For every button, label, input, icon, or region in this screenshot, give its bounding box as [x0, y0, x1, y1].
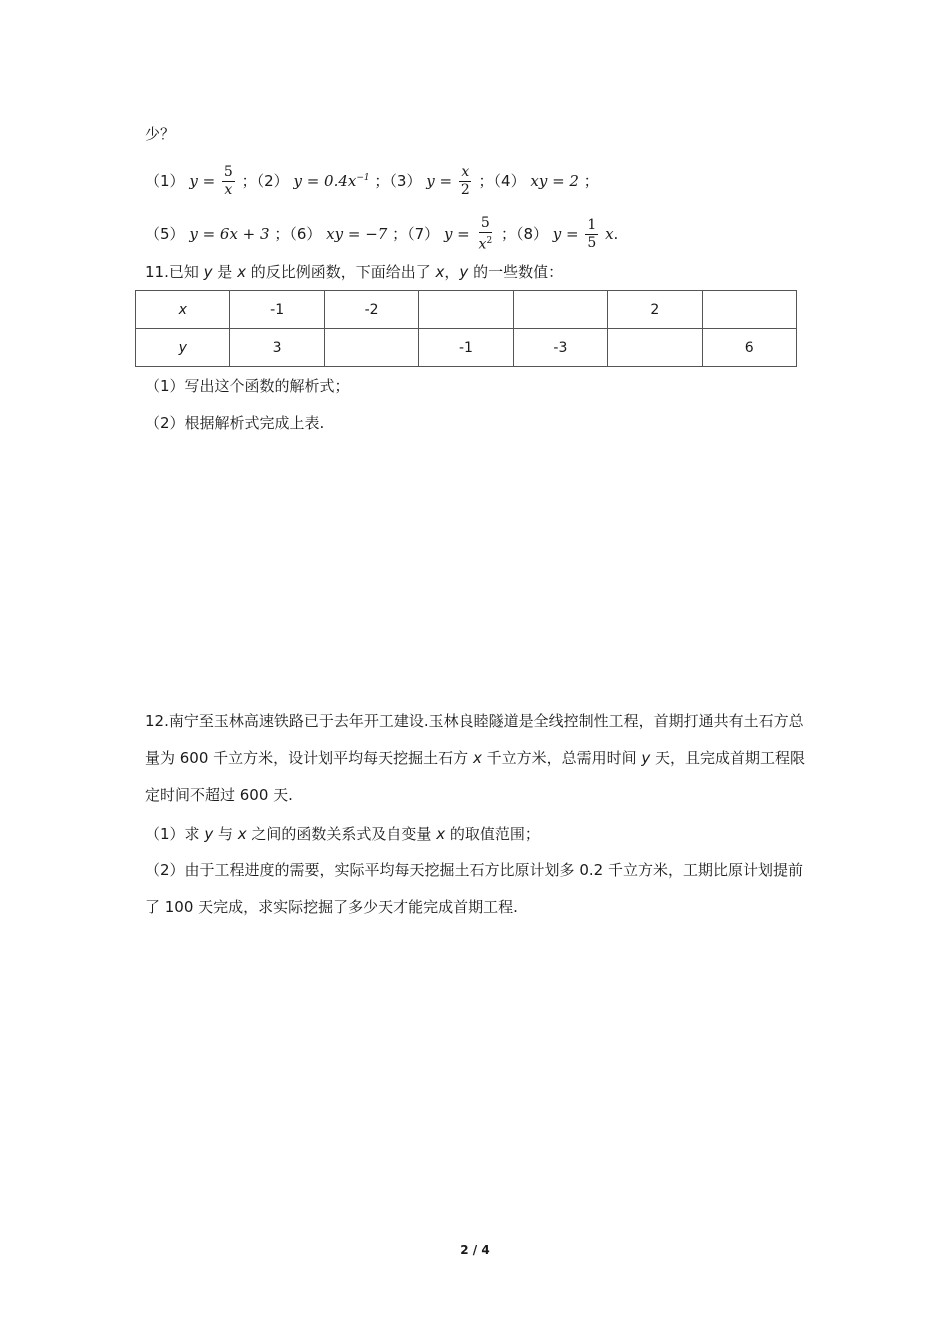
- table-cell: [513, 291, 607, 329]
- formula-7-denominator: [477, 233, 495, 254]
- table-cell: -1: [230, 291, 324, 329]
- table-cell: [419, 291, 513, 329]
- q12-var-x: x: [237, 825, 247, 843]
- q12-stem: [145, 703, 810, 814]
- q11-stem: [145, 262, 563, 282]
- formula-1-denominator: x: [224, 182, 233, 198]
- separator-3: ；（3）: [374, 172, 422, 190]
- q12-stem-part: 12.南宁至玉林高速铁路已于去年开工建设.玉林良睦隧道是全线控制性工程，首期打通共有土石方总量为 600 千立方米，设计划平均每天挖掘土石方: [145, 712, 804, 767]
- q12-sub1-part: 之间的函数关系式及自变量: [246, 825, 437, 843]
- q10-formula-line-2: [145, 215, 618, 254]
- line-2-end: .: [613, 224, 619, 243]
- table-cell: [608, 329, 702, 367]
- q11-var-y: y: [203, 263, 213, 281]
- formula-4: xy = 2: [530, 172, 579, 190]
- formula-8-denominator: 5: [587, 234, 597, 251]
- table-cell: y: [136, 329, 230, 367]
- q11-var-x: x: [435, 263, 445, 281]
- formula-3-lhs: y =: [426, 172, 453, 190]
- line-1-end: ；: [583, 172, 599, 190]
- formula-1-lhs: y =: [189, 172, 216, 190]
- formula-8-numerator: 1: [587, 216, 597, 233]
- page-number: 2 / 4: [460, 1243, 490, 1257]
- q11-sub-question-1: （1）写出这个函数的解析式；: [145, 377, 350, 395]
- value-table: [135, 290, 797, 367]
- table-cell: 2: [608, 291, 702, 329]
- formula-3-numerator: x: [461, 164, 470, 180]
- q12-var-y: y: [204, 825, 214, 843]
- table-cell: x: [136, 291, 230, 329]
- table-cell: -2: [324, 291, 418, 329]
- separator-8: ；（8）: [500, 224, 548, 243]
- q12-sub1-part: 与: [213, 825, 238, 843]
- formula-7-numerator: 5: [480, 215, 490, 231]
- q12-sub-question-2: （2）由于工程进度的需要，实际平均每天挖掘土石方比原计划多 0.2 千立方米，工期比原计划提前了 100 天完成，求实际挖掘了多少天才能完成首期工程.: [145, 861, 803, 916]
- formula-8-rhs: x: [605, 224, 614, 243]
- formula-2: y = 0.4x: [293, 172, 357, 190]
- formula-1-numerator: 5: [223, 164, 233, 180]
- formula-3-denominator: 2: [460, 182, 470, 198]
- q12-var-x: x: [436, 825, 446, 843]
- table-cell: [324, 329, 418, 367]
- table-cell: 6: [702, 329, 796, 367]
- q12-var-x: x: [472, 749, 482, 767]
- q12-sub1-part: 的取值范围；: [445, 825, 540, 843]
- q10-formula-line-1: [145, 164, 599, 199]
- table-row-y: [136, 329, 797, 367]
- formula-7-den-exponent: 2: [486, 236, 493, 246]
- q11-var-y: y: [459, 263, 469, 281]
- separator-7: ；（7）: [392, 224, 440, 243]
- table-cell: -1: [419, 329, 513, 367]
- q11-stem-part: 的反比例函数，下面给出了: [245, 263, 436, 281]
- formula-2-exponent: −1: [356, 173, 370, 183]
- table-cell: -3: [513, 329, 607, 367]
- q12-stem-part: 天，且完成首期工程限定时间不超过 600 天.: [145, 749, 806, 804]
- q11-sub-question-2: （2）根据解析式完成上表.: [145, 414, 325, 432]
- label-1: （1）: [145, 172, 185, 190]
- label-5: （5）: [145, 224, 185, 243]
- q12-sub1-part: （1）求: [145, 825, 205, 843]
- table-row-x: [136, 291, 797, 329]
- formula-5: y = 6x + 3: [189, 224, 270, 243]
- q12-var-y: y: [641, 749, 651, 767]
- table-cell: [702, 291, 796, 329]
- q11-var-x: x: [237, 263, 246, 281]
- formula-7-lhs: y =: [443, 224, 470, 243]
- continuation-text: 少？: [145, 125, 176, 143]
- q11-stem-part: 11.已知: [145, 263, 204, 281]
- formula-6: xy = −7: [326, 224, 388, 243]
- separator-2: ；（2）: [241, 172, 289, 190]
- q11-stem-part: 的一些数值：: [468, 263, 564, 281]
- separator-4: ；（4）: [478, 172, 526, 190]
- formula-8-fraction: [585, 217, 598, 252]
- formula-1-fraction: [222, 164, 235, 199]
- formula-8-lhs: y =: [552, 224, 579, 243]
- separator-6: ；（6）: [274, 224, 322, 243]
- formula-3-fraction: [459, 164, 472, 199]
- formula-7-den-base: x: [478, 236, 487, 253]
- q11-stem-part: ，: [444, 263, 460, 281]
- formula-7-fraction: [477, 215, 495, 254]
- q12-stem-part: 千立方米，总需用时间: [481, 749, 642, 767]
- table-cell: 3: [230, 329, 324, 367]
- q11-stem-part: 是: [212, 263, 238, 281]
- q12-sub-question-1: [145, 824, 540, 844]
